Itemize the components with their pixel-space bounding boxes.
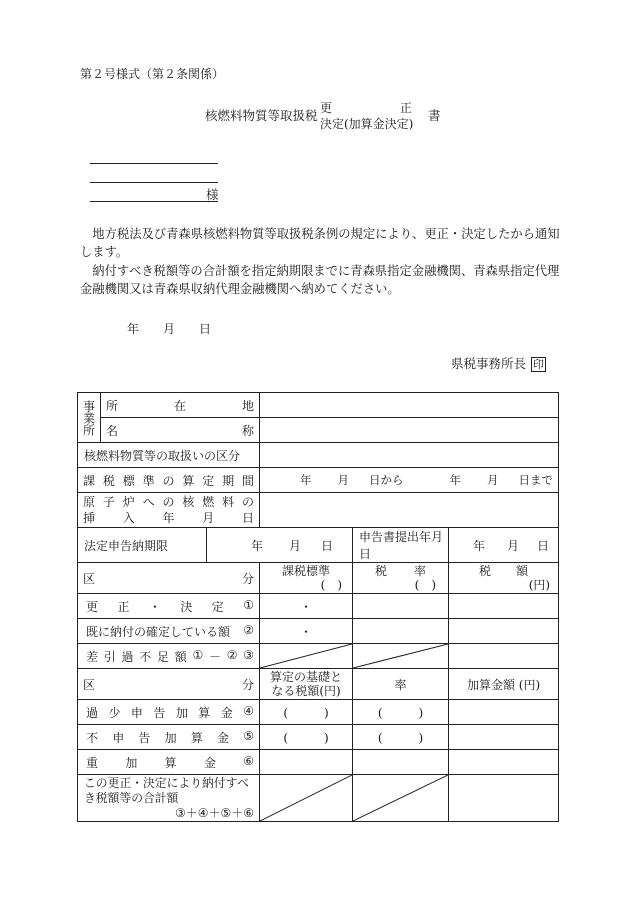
row-already-paid: 既に納付の確定している額 ②	[78, 619, 260, 644]
balance-rate-slash	[353, 644, 449, 669]
honorific-sama: 様	[206, 187, 219, 202]
issuer	[451, 357, 546, 372]
underreport-base-input[interactable]: ( )	[260, 700, 353, 725]
row-nonfiling-penalty: 不 申 告 加 算 金 ⑤	[78, 725, 260, 750]
section-header-1: 区 分	[78, 563, 260, 594]
address-line-3[interactable]	[90, 201, 218, 202]
title-sho: 書	[428, 108, 441, 123]
issue-day-label: 日	[199, 322, 212, 336]
category-label: 核燃料物質等の取扱いの区分	[78, 443, 260, 468]
row-total: この更正・決定により納付すべ き税額等の合計額 ③＋④＋⑤＋⑥	[78, 775, 260, 822]
balance-tax-input[interactable]	[449, 644, 559, 669]
paid-tax-input[interactable]	[449, 619, 559, 644]
paid-rate-input[interactable]	[353, 619, 449, 644]
address-line-2[interactable]	[90, 182, 218, 183]
seal-mark: 印	[533, 358, 545, 371]
nonfiling-rate-input[interactable]: ( )	[353, 725, 449, 750]
fuel-insert-date-input[interactable]	[260, 493, 559, 528]
tax-table	[77, 392, 559, 822]
form-title: 核燃料物質等取扱税	[205, 108, 318, 123]
underreport-penalty-input[interactable]	[449, 700, 559, 725]
filing-date-label: 申告書提出年月日	[353, 528, 449, 563]
heavy-rate-input[interactable]	[353, 750, 449, 775]
name-label: 名 称	[101, 418, 260, 443]
col-tax-rate: 税 率 ( )	[353, 563, 449, 594]
balance-base-slash	[260, 644, 353, 669]
total-rate-slash	[353, 775, 449, 822]
issue-year-label: 年	[127, 322, 140, 336]
name-input[interactable]	[260, 418, 559, 443]
issue-month-label: 月	[163, 322, 176, 336]
title-kosei: 更 正	[320, 101, 412, 115]
total-amount-input[interactable]	[449, 775, 559, 822]
issuer-title: 県税事務所長	[451, 356, 527, 371]
location-input[interactable]	[260, 393, 559, 418]
notice-paragraph-1: 地方税法及び青森県核燃料物質等取扱税条例の規定により、更正・決定したから通知します。	[80, 227, 560, 259]
nonfiling-base-input[interactable]: ( )	[260, 725, 353, 750]
col-tax-base: 課税標準 ( )	[260, 563, 353, 594]
section-header-2: 区 分	[78, 669, 260, 700]
total-base-slash	[260, 775, 353, 822]
kosei-base-input[interactable]: ・	[260, 594, 353, 619]
kosei-rate-input[interactable]	[353, 594, 449, 619]
paid-base-input[interactable]: ・	[260, 619, 353, 644]
row-underreport-penalty: 過 少 申 告 加 算 金 ④	[78, 700, 260, 725]
row-heavy-penalty: 重 加 算 金 ⑥	[78, 750, 260, 775]
col-penalty: 加算金額 (円)	[449, 669, 559, 700]
row-kosei-kettei: 更 正 ・ 決 定 ①	[78, 594, 260, 619]
col-tax-amount: 税 額 (円)	[449, 563, 559, 594]
title-kettei: 決定(加算金決定)	[320, 117, 414, 131]
category-input[interactable]	[260, 443, 559, 468]
deadline-label: 法定申告納期限	[78, 528, 207, 563]
filing-date-input[interactable]: 年 月 日	[449, 528, 559, 563]
fuel-insert-date-label: 原 子 炉 へ の 核 燃 料 の 挿 入 年 月 日	[78, 493, 260, 528]
col-calc-base: 算定の基礎と なる税額(円)	[260, 669, 353, 700]
nonfiling-penalty-input[interactable]	[449, 725, 559, 750]
period-input[interactable]: 年 月 日から 年 月 日まで	[260, 468, 559, 493]
kosei-tax-input[interactable]	[449, 594, 559, 619]
col-rate: 率	[353, 669, 449, 700]
jigyosho-label: 事業所	[78, 393, 101, 443]
period-label: 課 税 標 準 の 算 定 期 間	[78, 468, 260, 493]
row-balance: 差 引 過 不 足 額 ① － ② ③	[78, 644, 260, 669]
underreport-rate-input[interactable]: ( )	[353, 700, 449, 725]
heavy-base-input[interactable]	[260, 750, 353, 775]
heavy-penalty-input[interactable]	[449, 750, 559, 775]
notice-paragraph-2: 納付すべき税額等の合計額を指定納期限までに青森県指定金融機関、青森県指定代理金融機関又は青森県収納代理金融機関へ納めてください。	[80, 264, 560, 296]
location-label: 所 在 地	[101, 393, 260, 418]
address-line-1[interactable]	[90, 163, 218, 164]
form-number: 第２号様式（第２条関係）	[80, 67, 225, 81]
deadline-input[interactable]: 年 月 日	[207, 528, 353, 563]
